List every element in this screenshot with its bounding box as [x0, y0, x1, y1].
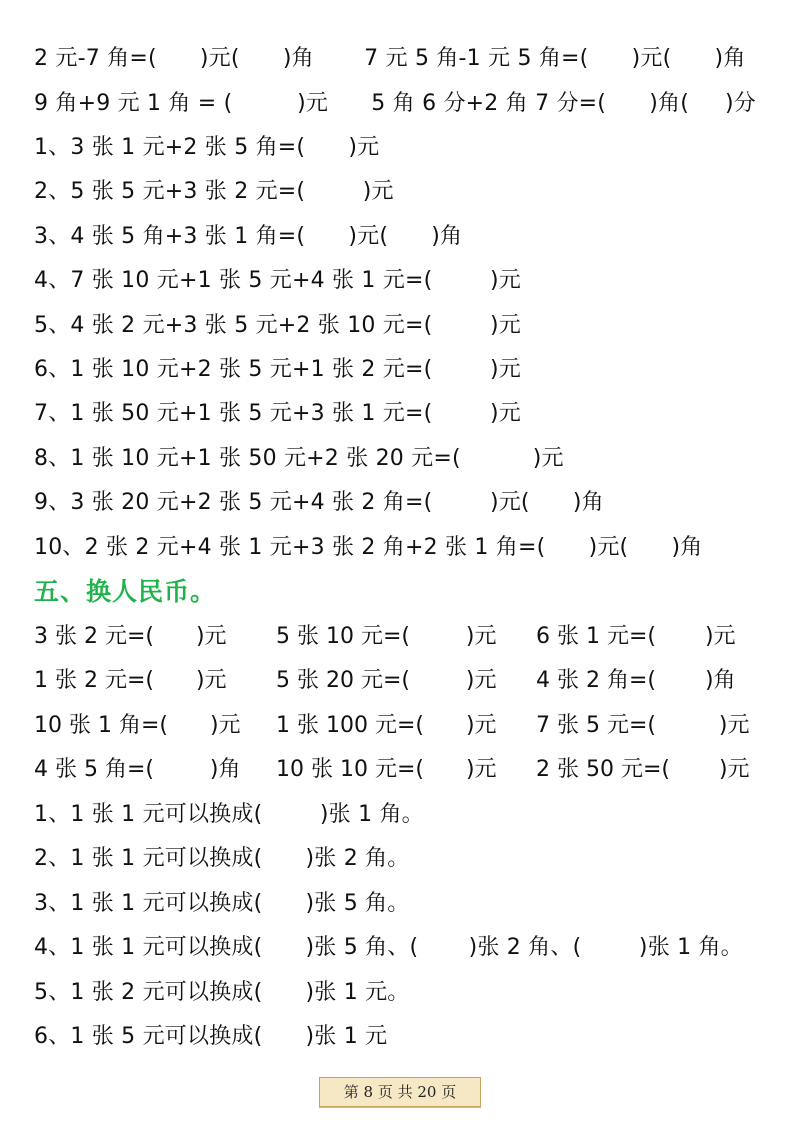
exchange-question-4: 4、1 张 1 元可以换成( )张 5 角、( )张 2 角、( )张 1 角。: [34, 935, 743, 960]
grid-cell: 5 张 10 元=( )元: [276, 624, 497, 649]
question-2: 2、5 张 5 元+3 张 2 元=( )元: [34, 179, 394, 204]
exchange-question-1: 1、1 张 1 元可以换成( )张 1 角。: [34, 802, 424, 827]
exchange-question-5: 5、1 张 2 元可以换成( )张 1 元。: [34, 980, 410, 1005]
grid-cell: 10 张 10 元=( )元: [276, 757, 497, 782]
question-9: 9、3 张 20 元+2 张 5 元+4 张 2 角=( )元( )角: [34, 490, 604, 515]
page-number-label: 第 8 页 共 20 页: [319, 1077, 481, 1107]
grid-cell: 3 张 2 元=( )元: [34, 624, 227, 649]
grid-cell: 1 张 100 元=( )元: [276, 713, 497, 738]
exchange-question-2: 2、1 张 1 元可以换成( )张 2 角。: [34, 846, 410, 871]
grid-cell: 4 张 2 角=( )角: [536, 668, 736, 693]
grid-cell: 4 张 5 角=( )角: [34, 757, 241, 782]
question-1: 1、3 张 1 元+2 张 5 角=( )元: [34, 135, 380, 160]
money-addition-line: 9 角+9 元 1 角 = ( )元 5 角 6 分+2 角 7 分=( )角( )分: [34, 91, 756, 116]
question-4: 4、7 张 10 元+1 张 5 元+4 张 1 元=( )元: [34, 268, 521, 293]
grid-cell: 7 张 5 元=( )元: [536, 713, 750, 738]
money-subtraction-line: 2 元-7 角=( )元( )角 7 元 5 角-1 元 5 角=( )元( )角: [34, 46, 746, 71]
question-6: 6、1 张 10 元+2 张 5 元+1 张 2 元=( )元: [34, 357, 521, 382]
question-3: 3、4 张 5 角+3 张 1 角=( )元( )角: [34, 224, 463, 249]
question-7: 7、1 张 50 元+1 张 5 元+3 张 1 元=( )元: [34, 401, 521, 426]
grid-cell: 1 张 2 元=( )元: [34, 668, 227, 693]
grid-cell: 2 张 50 元=( )元: [536, 757, 750, 782]
question-5: 5、4 张 2 元+3 张 5 元+2 张 10 元=( )元: [34, 313, 521, 338]
grid-cell: 6 张 1 元=( )元: [536, 624, 736, 649]
question-10: 10、2 张 2 元+4 张 1 元+3 张 2 角+2 张 1 角=( )元( )角: [34, 535, 703, 560]
question-8: 8、1 张 10 元+1 张 50 元+2 张 20 元=( )元: [34, 446, 564, 471]
exchange-question-3: 3、1 张 1 元可以换成( )张 5 角。: [34, 891, 410, 916]
exchange-question-6: 6、1 张 5 元可以换成( )张 1 元: [34, 1024, 388, 1049]
grid-cell: 5 张 20 元=( )元: [276, 668, 497, 693]
grid-cell: 10 张 1 角=( )元: [34, 713, 241, 738]
section-heading: 五、换人民币。: [34, 577, 217, 606]
